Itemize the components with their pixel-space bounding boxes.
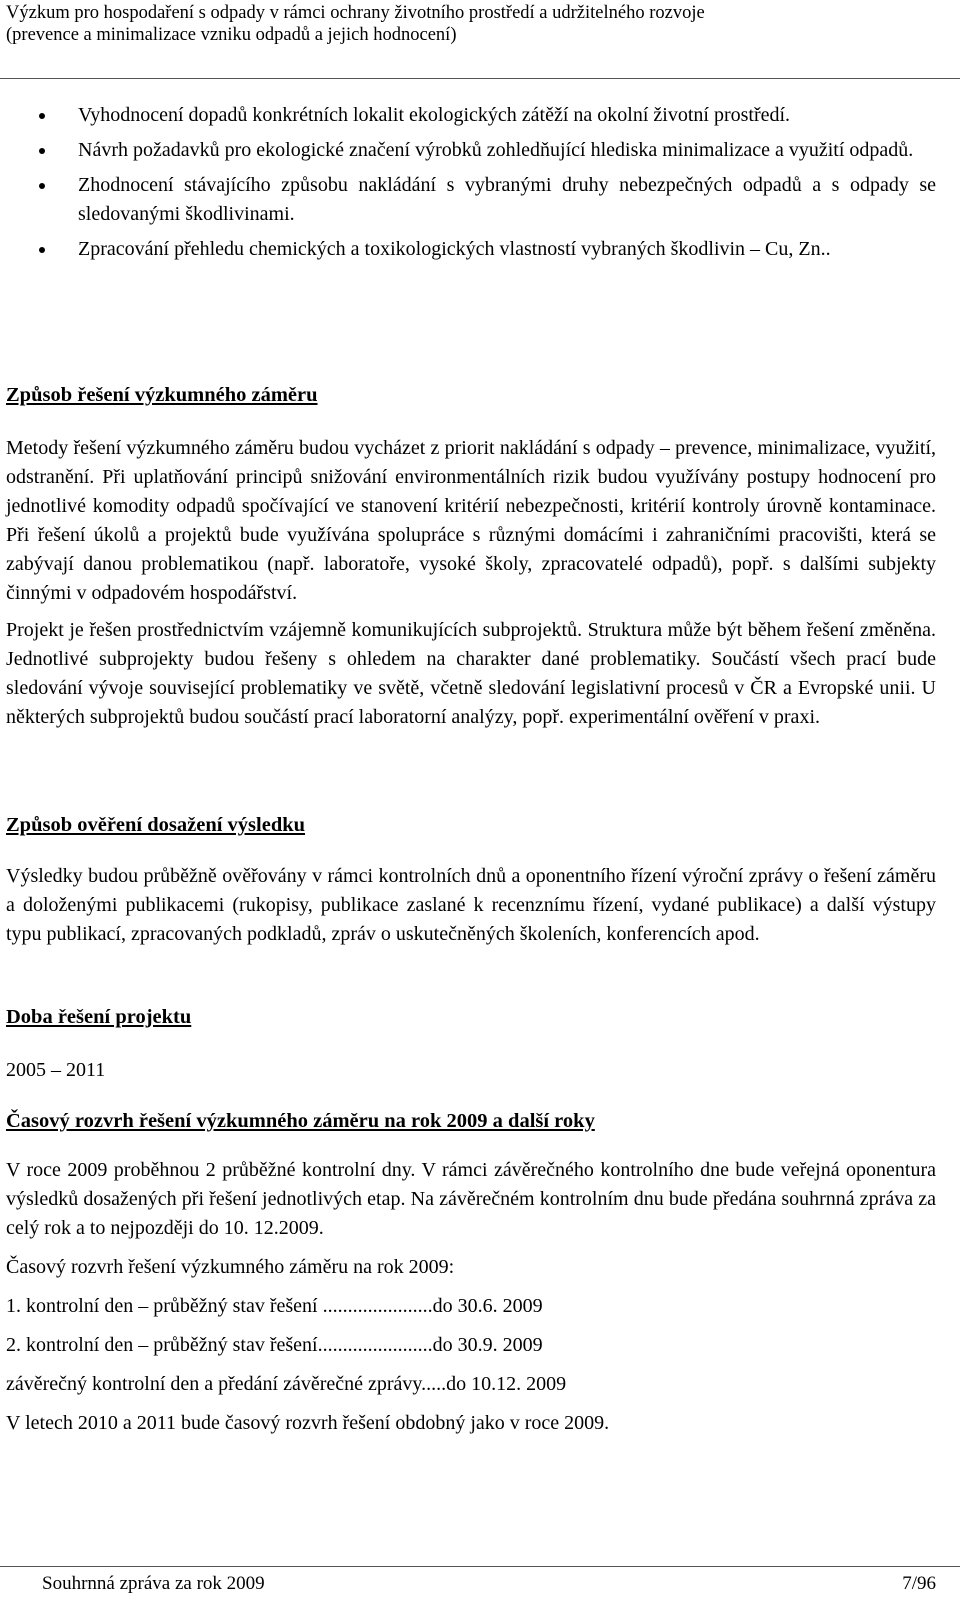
closing-sentence: V letech 2010 a 2011 bude časový rozvrh řešení obdobný jako v roce 2009. <box>6 1412 610 1434</box>
schedule-subtitle: Časový rozvrh řešení výzkumného záměru na rok 2009: <box>6 1256 455 1278</box>
bullet-icon <box>39 183 45 189</box>
bullet-icon <box>39 113 45 119</box>
schedule-item: 2. kontrolní den – průběžný stav řešení.......................do 30.9. 2009 <box>6 1334 543 1356</box>
paragraph: Projekt je řešen prostřednictvím vzájemně komunikujících subprojektů. Struktura může být během řešení změněna. Jednotlivé subprojekty budou řešeny s ohledem na charakter dané problematiky. Součástí všech prací bude sledování vývoje související problematiky ve světě, včetně sledování legislativní procesů v ČR a Evropské unii. U některých subprojektů budou součástí prací laboratorní analýzy, popř. experimentální ověření v praxi. <box>6 619 936 728</box>
schedule-item: závěrečný kontrolní den a předání závěrečné zprávy.....do 10.12. 2009 <box>6 1373 567 1395</box>
bullet-icon <box>39 247 45 253</box>
duration-value: 2005 – 2011 <box>6 1059 106 1081</box>
section-heading: Způsob ověření dosažení výsledku <box>6 814 306 836</box>
paragraph: V roce 2009 proběhnou 2 průběžné kontrolní dny. V rámci závěrečného kontrolního dne bude veřejná oponentura výsledků dosažených při řešení jednotlivých etap. Na závěrečném kontrolním dnu bude předána souhrnná zpráva za celý rok a to nejpozději do 10. 12.2009. <box>6 1159 936 1239</box>
section-heading: Doba řešení projektu <box>6 1006 192 1028</box>
section-schedule <box>6 1108 936 1438</box>
schedule-item: 1. kontrolní den – průběžný stav řešení ......................do 30.6. 2009 <box>6 1295 543 1317</box>
header-subtitle: (prevence a minimalizace vzniku odpadů a jejich hodnocení) <box>6 25 457 45</box>
list-item-text: Návrh požadavků pro ekologické značení výrobků zohledňující hlediska minimalizace a využití odpadů. <box>78 139 914 161</box>
section-method <box>6 382 936 732</box>
list-item <box>6 235 936 264</box>
section-verification <box>6 812 936 949</box>
list-item-text: Zhodnocení stávajícího způsobu nakládání s vybranými druhy nebezpečných odpadů a s odpady se sledovanými škodlivinami. <box>78 174 936 225</box>
bullet-list <box>6 101 936 270</box>
footer-divider <box>0 1566 960 1567</box>
paragraph: Metody řešení výzkumného záměru budou vycházet z priorit nakládání s odpady – prevence, minimalizace, využití, odstranění. Při uplatňování principů snižování environmentálních rizik budou využívány postupy hodnocení pro jednotlivé komodity odpadů spočívající ve stanovení kritérií nebezpečnosti, kritérií kontroly úrovně kontaminace. Při řešení úkolů a projektů bude využívána spolupráce s různými domácími i zahraničními pracovišti, která se zabývají danou problematikou (např. laboratoře, vysoké školy, zpracovatelé odpadů), popř. s dalšími subjekty činnými v odpadovém hospodářství. <box>6 437 936 604</box>
list-item <box>6 171 936 229</box>
section-duration <box>6 1004 936 1085</box>
bullet-icon <box>39 148 45 154</box>
header-title: Výzkum pro hospodaření s odpady v rámci ochrany životního prostředí a udržitelného rozvoje <box>6 3 705 23</box>
footer-title: Souhrnná zpráva za rok 2009 <box>42 1573 265 1594</box>
list-item <box>6 101 936 130</box>
running-header <box>6 2 926 46</box>
list-item-text: Zpracování přehledu chemických a toxikologických vlastností vybraných škodlivin – Cu, Zn.. <box>78 238 831 260</box>
paragraph: Výsledky budou průběžně ověřovány v rámci kontrolních dnů a oponentního řízení výroční zprávy o řešení záměru a doloženými publikacemi (rukopisy, publikace zaslané k recenznímu řízení, vydané publikace) a další výstupy typu publikací, zpracovaných podkladů, zpráv o uskutečněných školeních, konferencích apod. <box>6 865 936 945</box>
page-number: 7/96 <box>902 1573 936 1594</box>
header-divider <box>0 78 960 79</box>
list-item-text: Vyhodnocení dopadů konkrétních lokalit ekologických zátěží na okolní životní prostředí. <box>78 104 791 126</box>
section-heading: Způsob řešení výzkumného záměru <box>6 384 318 406</box>
list-item <box>6 136 936 165</box>
section-heading: Časový rozvrh řešení výzkumného záměru na rok 2009 a další roky <box>6 1110 595 1132</box>
